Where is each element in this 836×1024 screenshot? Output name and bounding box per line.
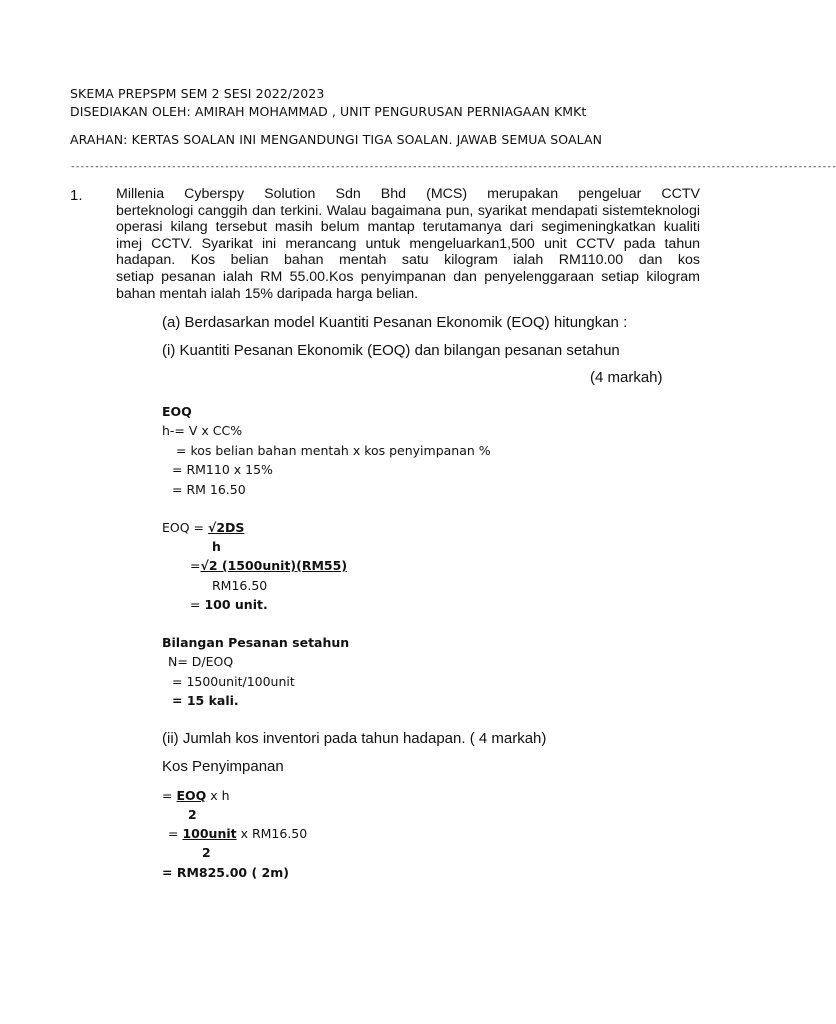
holding-substitution-numerator: 100unit <box>182 826 237 841</box>
paragraph-line: hadapan. Kos belian bahan mentah satu kilogram ialah RM110.00 dan kos <box>116 252 700 269</box>
holding-substitution-denominator: 2 <box>202 845 211 860</box>
part-ii-question: (ii) Jumlah kos inventori pada tahun hadapan. ( 4 markah) <box>162 730 547 747</box>
eoq-formula-numerator: √2DS <box>208 520 245 535</box>
holding-formula: = EOQ x h <box>162 788 230 803</box>
paragraph-line: imej CCTV. Syarikat ini merancang untuk mengeluarkan1,500 unit CCTV pada tahun <box>116 235 700 252</box>
part-i-marks: (4 markah) <box>590 369 663 386</box>
paragraph-line: operasi kilang tersebut masih belum mantap terutamanya dari segimeningkatkan kualiti <box>116 219 700 236</box>
part-i-question: (i) Kuantiti Pesanan Ekonomik (EOQ) dan bilangan pesanan setahun <box>162 342 620 359</box>
orders-heading: Bilangan Pesanan setahun <box>162 635 350 650</box>
holding-substitution: = 100unit x RM16.50 <box>168 826 308 841</box>
paragraph-line: bahan mentah ialah 15% daripada harga belian. <box>116 285 419 302</box>
orders-result: = 15 kali. <box>172 693 239 708</box>
prepared-by: DISEDIAKAN OLEH: AMIRAH MOHAMMAD , UNIT PENGURUSAN PERNIAGAAN KMKt <box>70 104 587 119</box>
orders-formula: N= D/EOQ <box>168 654 234 669</box>
holding-formula-denominator: 2 <box>188 807 197 822</box>
h-definition: h-= V x CC% <box>162 423 243 438</box>
h-step-2: = RM110 x 15% <box>172 462 273 477</box>
paragraph-line: berteknologi canggih dan terkini. Walau bagaimana pun, syarikat mendapati sistemteknologi <box>116 202 700 219</box>
question-number: 1. <box>70 187 83 204</box>
eoq-result: = 100 unit. <box>190 597 268 612</box>
paragraph-line: setiap pesanan ialah RM 55.00.Kos penyimpanan dan penyelenggaraan setiap kilogram <box>116 268 700 285</box>
paragraph-line: Millenia Cyberspy Solution Sdn Bhd (MCS) merupakan pengeluar CCTV <box>116 186 700 202</box>
h-step-1: = kos belian bahan mentah x kos penyimpanan % <box>176 443 491 458</box>
holding-formula-numerator: EOQ <box>176 788 207 803</box>
orders-substitution: = 1500unit/100unit <box>172 674 295 689</box>
eoq-substitution-numerator: √2 (1500unit)(RM55) <box>200 558 348 573</box>
eoq-heading: EOQ <box>162 404 192 419</box>
holding-cost-result: = RM825.00 ( 2m) <box>162 865 289 880</box>
eoq-formula: EOQ = √2DS <box>162 520 245 535</box>
eoq-substitution-denominator: RM16.50 <box>212 578 268 593</box>
separator-line: --------------------------------------------------------------------------------------------------------------------------------------------------------------- <box>70 162 836 172</box>
holding-cost-heading: Kos Penyimpanan <box>162 758 284 775</box>
question-paragraph <box>116 186 700 302</box>
scheme-title: SKEMA PREPSPM SEM 2 SESI 2022/2023 <box>70 86 325 101</box>
eoq-formula-denominator: h <box>212 539 221 554</box>
part-a-instruction: (a) Berdasarkan model Kuantiti Pesanan Ekonomik (EOQ) hitungkan : <box>162 314 628 331</box>
h-step-3: = RM 16.50 <box>172 482 246 497</box>
eoq-substitution: =√2 (1500unit)(RM55) <box>190 558 348 573</box>
instructions: ARAHAN: KERTAS SOALAN INI MENGANDUNGI TIGA SOALAN. JAWAB SEMUA SOALAN <box>70 132 603 147</box>
